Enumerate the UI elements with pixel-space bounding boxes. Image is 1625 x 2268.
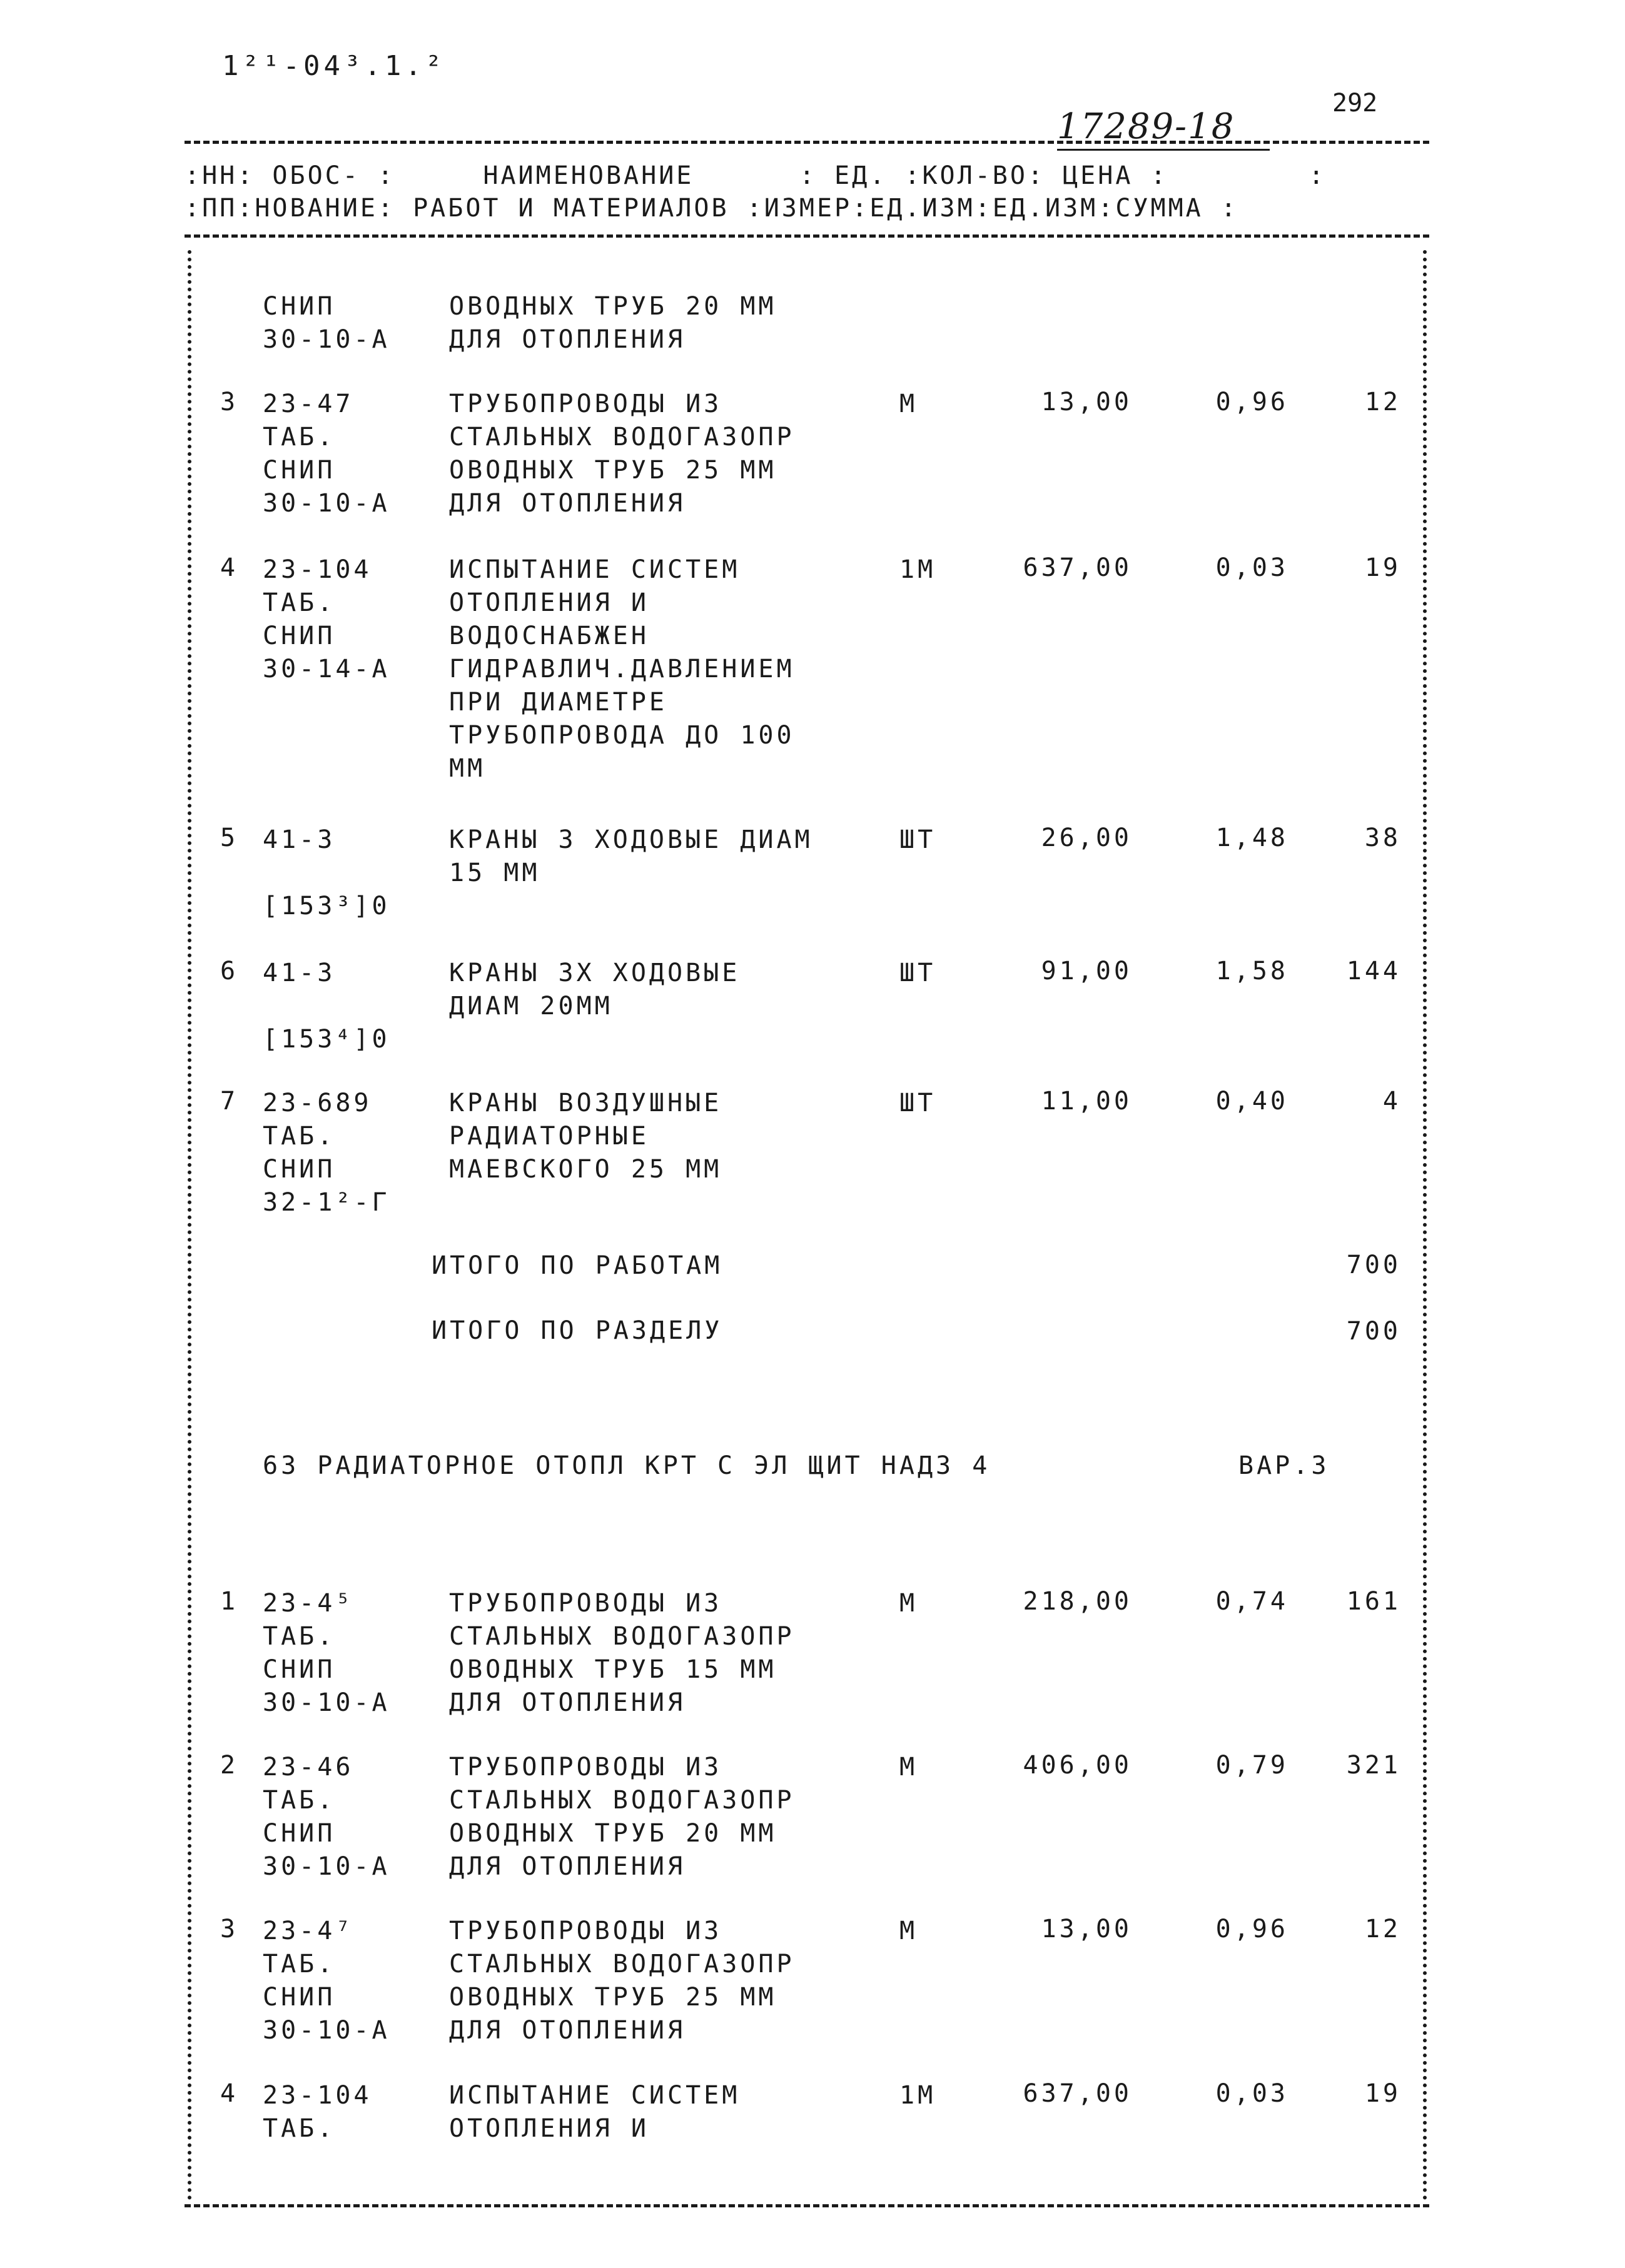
row-unit: 1М (899, 2081, 936, 2110)
row-name-line: ОТОПЛЕНИЯ И (449, 588, 649, 617)
row-unit: М (899, 1917, 918, 1945)
row-sum: 12 (1364, 1915, 1401, 1943)
row-quantity: 218,00 (1023, 1587, 1132, 1616)
handwritten-underline (1057, 149, 1270, 151)
row-basis-line: ТАБ. (263, 1950, 336, 1978)
row-basis-line: 41-3 (263, 959, 336, 987)
row-sum: 19 (1364, 2079, 1401, 2108)
total-section-value: 700 (1346, 1317, 1401, 1346)
row-name-line: ОВОДНЫХ ТРУБ 20 ММ (449, 292, 777, 321)
row-sum: 19 (1364, 553, 1401, 582)
row-basis-line: 23-104 (263, 2081, 372, 2110)
row-name-line: ГИДРАВЛИЧ.ДАВЛЕНИЕМ (449, 655, 795, 683)
row-name-line: ОВОДНЫХ ТРУБ 25 ММ (449, 456, 777, 485)
row-number: 6 (220, 957, 236, 985)
row-name-line: ДЛЯ ОТОПЛЕНИЯ (449, 489, 686, 518)
row-name-line: ОВОДНЫХ ТРУБ 25 ММ (449, 1983, 777, 2012)
row-price: 1,48 (1215, 824, 1288, 852)
handwritten-number: 17289-18 (1057, 106, 1235, 147)
row-unit: М (899, 1589, 918, 1618)
row-price: 0,40 (1215, 1087, 1288, 1116)
row-basis-line: 32-1²-Г (263, 1188, 390, 1217)
row-basis-line: [153³]0 (263, 892, 390, 920)
row-unit: М (899, 1753, 918, 1782)
row-basis-line: СНИП (263, 292, 336, 321)
row-basis-line: СНИП (263, 1819, 336, 1848)
row-name-line: СТАЛЬНЫХ ВОДОГАЗОПР (449, 1622, 795, 1651)
row-unit: 1М (899, 555, 936, 584)
row-basis-line: ТАБ. (263, 588, 336, 617)
row-basis-line: 23-47 (263, 390, 354, 418)
row-quantity: 11,00 (1041, 1087, 1132, 1116)
table-header-line1: :НН: ОБОС- : НАИМЕНОВАНИЕ : ЕД. :КОЛ-ВО: ЦЕНА : : (185, 161, 1327, 190)
row-name-line: ИСПЫТАНИЕ СИСТЕМ (449, 555, 741, 584)
section-variant: ВАР.3 (1238, 1451, 1330, 1480)
row-basis-line: ТАБ. (263, 423, 336, 451)
row-basis-line: ТАБ. (263, 1622, 336, 1651)
row-name-line: ОВОДНЫХ ТРУБ 15 ММ (449, 1655, 777, 1684)
row-name-line: ДЛЯ ОТОПЛЕНИЯ (449, 1688, 686, 1717)
row-sum: 38 (1364, 824, 1401, 852)
row-name-line: 15 ММ (449, 859, 540, 887)
row-price: 0,03 (1215, 553, 1288, 582)
row-quantity: 637,00 (1023, 553, 1132, 582)
row-basis-line: ТАБ. (263, 2114, 336, 2143)
row-name-line: ТРУБОПРОВОДА ДО 100 (449, 721, 795, 750)
row-quantity: 406,00 (1023, 1751, 1132, 1780)
row-basis-line: 30-10-А (263, 1852, 390, 1881)
row-name-line: КРАНЫ 3 ХОДОВЫЕ ДИАМ (449, 825, 813, 854)
table-header-line2: :ПП:НОВАНИЕ: РАБОТ И МАТЕРИАЛОВ :ИЗМЕР:ЕД.ИЗМ:ЕД.ИЗМ:СУММА : (185, 194, 1238, 223)
row-basis-line: 30-10-А (263, 2016, 390, 2045)
row-number: 3 (220, 388, 236, 416)
row-basis-line: 30-10-А (263, 489, 390, 518)
row-price: 0,96 (1215, 1915, 1288, 1943)
row-basis-line: [153⁴]0 (263, 1025, 390, 1054)
row-price: 0,03 (1215, 2079, 1288, 2108)
row-name-line: ПРИ ДИАМЕТРЕ (449, 688, 667, 717)
row-basis-line: СНИП (263, 622, 336, 650)
table-right-border (1423, 250, 1427, 2201)
row-unit: ШТ (899, 959, 936, 987)
row-name-line: КРАНЫ 3Х ХОДОВЫЕ (449, 959, 741, 987)
table-bottom-border (185, 2204, 1429, 2207)
row-number: 4 (220, 2079, 236, 2108)
row-basis-line: 30-10-А (263, 325, 390, 354)
row-basis-line: СНИП (263, 1655, 336, 1684)
row-name-line: ДИАМ 20ММ (449, 992, 613, 1021)
row-sum: 144 (1346, 957, 1401, 985)
row-sum: 321 (1346, 1751, 1401, 1780)
row-name-line: РАДИАТОРНЫЕ (449, 1122, 649, 1151)
section-title: 63 РАДИАТОРНОЕ ОТОПЛ КРТ С ЭЛ ЩИТ НАДЗ 4 (263, 1451, 991, 1480)
row-name-line: ДЛЯ ОТОПЛЕНИЯ (449, 1852, 686, 1881)
row-name-line: ДЛЯ ОТОПЛЕНИЯ (449, 325, 686, 354)
row-name-line: ВОДОСНАБЖЕН (449, 622, 649, 650)
row-number: 4 (220, 553, 236, 582)
row-basis-line: ТАБ. (263, 1786, 336, 1815)
row-price: 0,74 (1215, 1587, 1288, 1616)
row-quantity: 13,00 (1041, 1915, 1132, 1943)
document-code: 1²¹-04³.1.² (222, 50, 446, 82)
row-price: 0,96 (1215, 388, 1288, 416)
row-name-line: ТРУБОПРОВОДЫ ИЗ (449, 390, 722, 418)
row-name-line: ОТОПЛЕНИЯ И (449, 2114, 649, 2143)
row-name-line: ДЛЯ ОТОПЛЕНИЯ (449, 2016, 686, 2045)
row-sum: 161 (1346, 1587, 1401, 1616)
row-price: 0,79 (1215, 1751, 1288, 1780)
row-quantity: 26,00 (1041, 824, 1132, 852)
row-quantity: 637,00 (1023, 2079, 1132, 2108)
row-number: 3 (220, 1915, 236, 1943)
row-quantity: 91,00 (1041, 957, 1132, 985)
row-quantity: 13,00 (1041, 388, 1132, 416)
row-basis-line: 23-689 (263, 1089, 372, 1117)
row-basis-line: СНИП (263, 456, 336, 485)
page-number: 292 (1332, 89, 1378, 118)
total-section-label: ИТОГО ПО РАЗДЕЛУ (432, 1316, 723, 1345)
table-left-border (188, 250, 191, 2201)
row-unit: ШТ (899, 1089, 936, 1117)
row-name-line: СТАЛЬНЫХ ВОДОГАЗОПР (449, 1786, 795, 1815)
total-works-label: ИТОГО ПО РАБОТАМ (432, 1251, 723, 1280)
total-works-value: 700 (1346, 1251, 1401, 1279)
row-basis-line: 41-3 (263, 825, 336, 854)
row-name-line: КРАНЫ ВОЗДУШНЫЕ (449, 1089, 722, 1117)
row-number: 2 (220, 1751, 236, 1780)
row-name-line: ОВОДНЫХ ТРУБ 20 ММ (449, 1819, 777, 1848)
row-sum: 12 (1364, 388, 1401, 416)
table-header-border (185, 234, 1429, 238)
row-name-line: ИСПЫТАНИЕ СИСТЕМ (449, 2081, 741, 2110)
row-basis-line: 23-4⁷ (263, 1917, 354, 1945)
row-sum: 4 (1382, 1087, 1401, 1116)
row-name-line: ТРУБОПРОВОДЫ ИЗ (449, 1753, 722, 1782)
row-basis-line: 23-46 (263, 1753, 354, 1782)
row-name-line: СТАЛЬНЫХ ВОДОГАЗОПР (449, 1950, 795, 1978)
table-top-border (185, 141, 1429, 144)
row-basis-line: 30-14-А (263, 655, 390, 683)
row-basis-line: 23-104 (263, 555, 372, 584)
row-unit: ШТ (899, 825, 936, 854)
row-basis-line: 23-4⁵ (263, 1589, 354, 1618)
row-price: 1,58 (1215, 957, 1288, 985)
row-basis-line: СНИП (263, 1983, 336, 2012)
row-number: 1 (220, 1587, 236, 1616)
row-basis-line: 30-10-А (263, 1688, 390, 1717)
row-basis-line: СНИП (263, 1155, 336, 1184)
row-unit: М (899, 390, 918, 418)
row-name-line: СТАЛЬНЫХ ВОДОГАЗОПР (449, 423, 795, 451)
row-basis-line: ТАБ. (263, 1122, 336, 1151)
row-name-line: ММ (449, 754, 486, 783)
row-name-line: ТРУБОПРОВОДЫ ИЗ (449, 1589, 722, 1618)
row-name-line: МАЕВСКОГО 25 ММ (449, 1155, 722, 1184)
row-number: 5 (220, 824, 236, 852)
row-name-line: ТРУБОПРОВОДЫ ИЗ (449, 1917, 722, 1945)
row-number: 7 (220, 1087, 236, 1116)
